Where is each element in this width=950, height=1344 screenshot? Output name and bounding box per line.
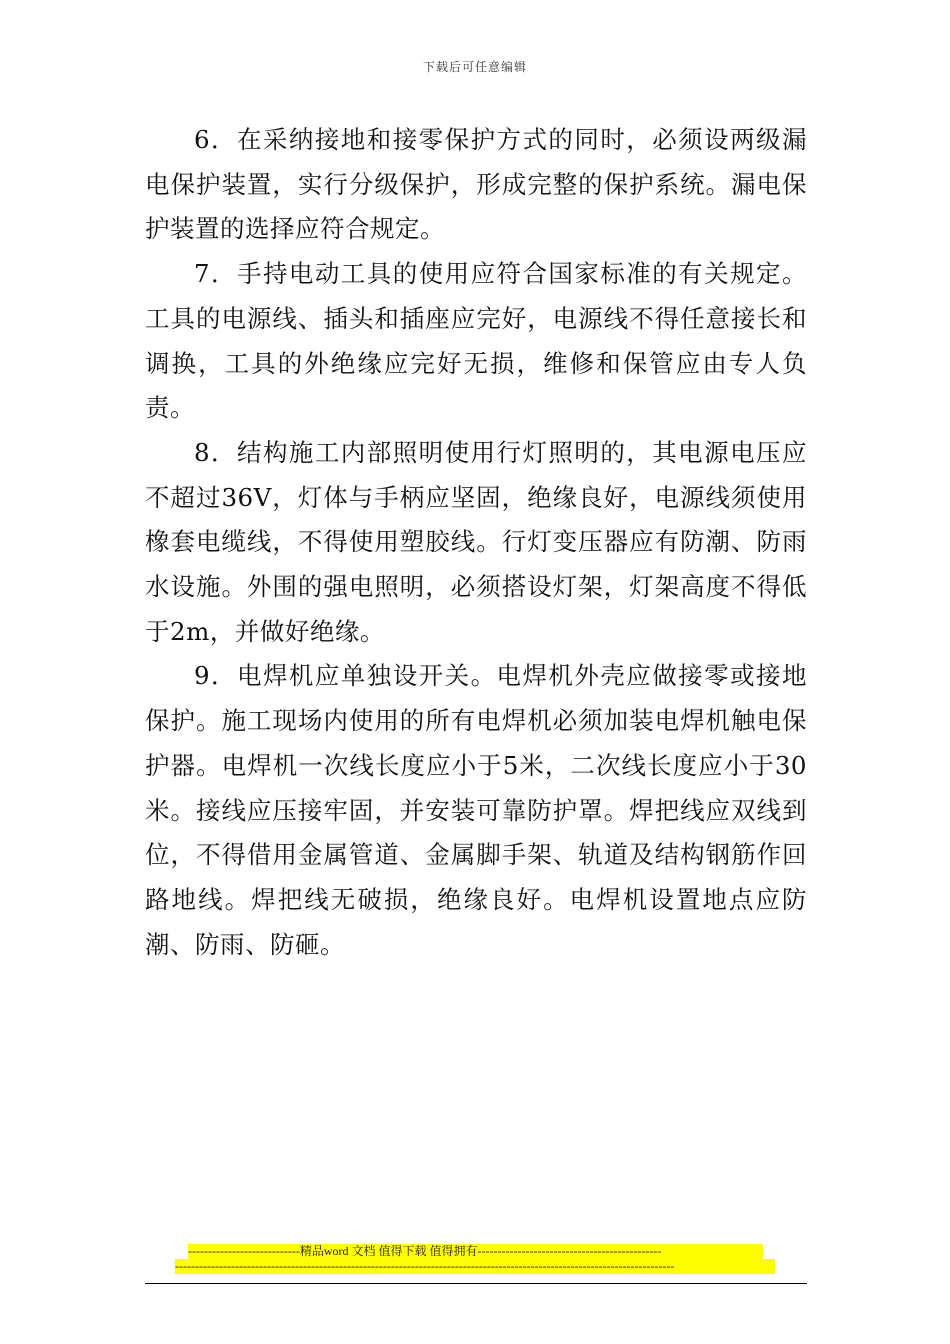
- paragraph-item-6: 6．在采纳接地和接零保护方式的同时，必须设两级漏电保护装置，实行分级保护，形成完整的保护系统。漏电保护装置的选择应符合规定。: [145, 125, 807, 244]
- footer-divider: [145, 1283, 807, 1284]
- page-footer: [145, 1244, 807, 1274]
- paragraph-item-7: 7．手持电动工具的使用应符合国家标准的有关规定。工具的电源线、插头和插座应完好，电源线不得任意接长和调换，工具的外绝缘应完好无损，维修和保管应由专人负责。: [145, 259, 807, 423]
- paragraph-item-9: 9．电焊机应单独设开关。电焊机外壳应做接零或接地保护。施工现场内使用的所有电焊机必须加装电焊机触电保护器。电焊机一次线长度应小于5米，二次线长度应小于30米。接线应压接牢固，并安装可靠防护罩。焊把线应双线到位，不得借用金属管道、金属脚手架、轨道及结构钢筋作回路地线。焊把线无破损，绝缘良好。电焊机设置地点应防潮、防雨、防砸。: [145, 661, 807, 959]
- footer-banner-line: ----------------------------精品word 文档 值得下载 值得拥有----------------------------------------------: [188, 1244, 763, 1259]
- page-header-note: 下载后可任意编辑: [422, 60, 527, 74]
- document-body: [145, 118, 807, 967]
- paragraph-item-8: 8．结构施工内部照明使用行灯照明的，其电源电压应不超过36V，灯体与手柄应坚固，绝缘良好，电源线须使用橡套电缆线，不得使用塑胶线。行灯变压器应有防潮、防雨水设施。外围的强电照明，必须搭设灯架，灯架高度不得低于2m，并做好绝缘。: [145, 437, 807, 646]
- footer-dash-line: -----------------------------------------------------------------------------------------------------------------------------: [175, 1259, 775, 1274]
